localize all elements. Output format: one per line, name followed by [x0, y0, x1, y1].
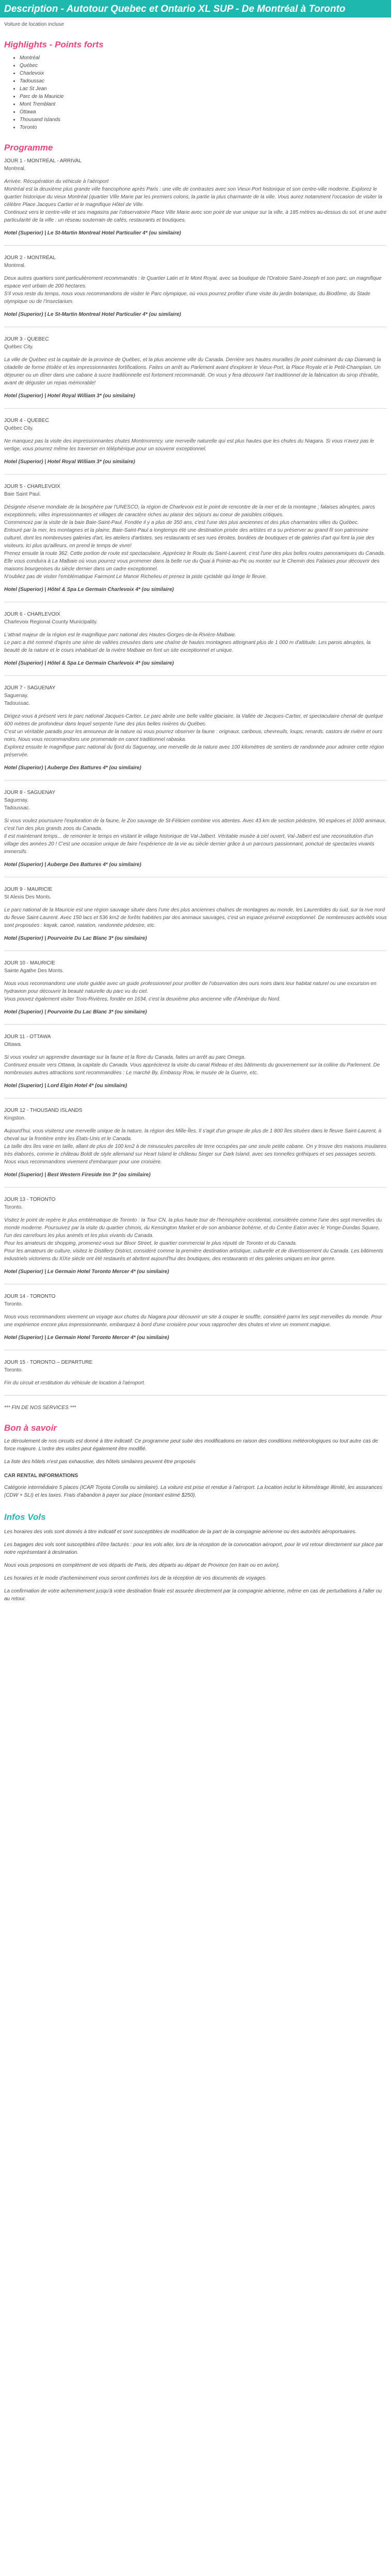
- day-paragraph: Le parc a été nommé d'après une série de vallées creusées dans une chaîne de hautes montagnes atteignant plus de 1 000 m d'altitude. Les parois abruptes, la beauté de la nature et le cours inhabituel de la rivière Malbaie en font un site exceptionnel et unique.: [4, 640, 371, 653]
- day-paragraph: Nous vous recommandons vivement un voyage aux chutes du Niagara pour découvrir un site à couper le souffle, considéré parmi les sept merveilles du monde. Pour une expérience encore plus impressionnante, embarquez à bord d'une croisière pour vous rapprocher des chutes et vivre un moment magique.: [4, 1314, 382, 1328]
- day-section: [4, 1107, 387, 1179]
- day-title: JOUR 3 - QUEBEC: [4, 336, 49, 342]
- day-paragraph: Commencez par la visite de la baie Baie-Saint-Paul. Fondée il y a plus de 350 ans, c'est l'une des plus anciennes et des plus charmantes villes du Québec.: [4, 520, 359, 526]
- car-rental-text: Catégorie intermédiaire 5 places (ICAR Toyota Corolla ou similaire). La voiture est prise et rendue à l'aéroport. La location inclut le kilométrage illimité, les assurances (CDW + SLI) et les taxes. Frais d'abandon à payer sur place (montant estimé $250).: [4, 1485, 382, 1498]
- day-hotel: Hotel (Superior) | Le Germain Hotel Toronto Mercer 4* (ou similaire): [4, 1335, 169, 1341]
- divider: [4, 408, 387, 409]
- day-paragraph: Nous vous recommandons vivement d'embarquer pour une croisière.: [4, 1159, 162, 1165]
- divider: [4, 780, 387, 781]
- day-place: Saguenay. Tadoussac.: [4, 798, 30, 811]
- day-paragraph: N'oubliez pas de visiter l'emblématique Fairmont Le Manoir Richelieu et prenez la piste cyclable qui longe le fleuve.: [4, 574, 267, 580]
- day-section: [4, 611, 387, 667]
- day-paragraph: Le parc national de la Mauricie est une région sauvage située dans l'une des plus anciennes chaînes de montagnes au monde, les Laurentides du sud, sur la rive nord du fleuve Saint-Laurent. Avec 150 lacs et 536 km2 de forêts habitées par des animaux sauvages, c'est un espace préservé exceptionnel. De nombreuses activités vous sont proposées : kayak, canoë, natation, randonnée pédestre, etc.: [4, 907, 387, 928]
- day-description: [4, 1379, 387, 1387]
- day-title: JOUR 10 - MAURICIE: [4, 960, 55, 966]
- day-paragraph: Si vous voulez un apprendre davantage sur la faune et la flore du Canada, faites un arrêt au parc Omega.: [4, 1055, 246, 1060]
- highlights-list: [4, 54, 387, 131]
- day-section: [4, 1196, 387, 1276]
- highlight-item: • Toronto: [20, 124, 387, 131]
- day-section: [4, 1293, 387, 1342]
- day-paragraph: Explorez ensuite le magnifique parc national du fjord du Saguenay, une merveille de la nature avec 100 kilomètres de sentiers de randonnée pour admirer cette région préservée.: [4, 744, 384, 758]
- day-place: Kingston.: [4, 1115, 26, 1121]
- car-rental-heading: CAR RENTAL INFORMATIONS: [4, 1473, 78, 1479]
- day-hotel: Hotel (Superior) | Pourvoirie Du Lac Blanc 3* (ou similaire): [4, 1009, 147, 1015]
- day-section: [4, 417, 387, 466]
- day-paragraph: Fin du circuit et restitution du véhicule de location à l'aéroport.: [4, 1380, 145, 1386]
- day-section: [4, 684, 387, 772]
- divider: [4, 245, 387, 246]
- day-title: JOUR 2 - MONTRÉAL: [4, 255, 56, 261]
- day-hotel: Hotel (Superior) | Best Western Fireside Inn 3* (ou similaire): [4, 1172, 151, 1178]
- day-title: JOUR 14 - TORONTO: [4, 1294, 56, 1299]
- day-paragraph: Pour les amateurs de shopping, promenez-vous sur Bloor Street, le quartier commercial le plus réputé de Toronto et du Canada.: [4, 1241, 297, 1246]
- day-paragraph: Elle vous conduira à La Malbaie où vous pourrez vous promener dans la belle rue du Quai à Pointe-au-Pic ou monter sur le Chemin des Falaises pour découvrir des maisons bourgeoises du siècle dernier dans un cadre exceptionnel.: [4, 558, 380, 572]
- infos-vols-paragraph: Les horaires et le mode d'acheminement vous seront confirmés lors de la réception de vos documents de voyages.: [4, 1575, 267, 1581]
- day-place: Ottawa.: [4, 1042, 22, 1047]
- day-description: [4, 178, 387, 224]
- day-title: JOUR 8 - SAGUENAY: [4, 790, 56, 795]
- day-paragraph: C'est un véritable paradis pour les amoureux de la nature où vous pourrez observer la faune : orignaux, caribous, chevreuils, loups, renards, castors de rivière et ours noirs. Nous vous recommandons une promenade en canot traditionnel rabaska.: [4, 729, 382, 742]
- day-hotel: Hotel (Superior) | Hôtel & Spa Le Germain Charlevoix 4* (ou similaire): [4, 587, 174, 592]
- day-place: Charlevoix Regional County Municipality.: [4, 619, 98, 625]
- day-section: [4, 886, 387, 942]
- highlight-item: • Thousand Islands: [20, 116, 387, 124]
- day-description: [4, 817, 387, 856]
- infos-vols-heading: Infos Vols: [4, 1512, 46, 1522]
- day-description: [4, 275, 387, 306]
- day-description: [4, 437, 387, 453]
- day-section: [4, 1359, 387, 1387]
- highlight-item: • Lac St Jean: [20, 85, 387, 93]
- highlight-item: • Québec: [20, 62, 387, 70]
- day-place: Montreal.: [4, 263, 26, 268]
- highlight-item: • Tadoussac: [20, 77, 387, 85]
- day-section: [4, 157, 387, 237]
- day-paragraph: La ville de Québec est la capitale de la province de Québec, et la plus ancienne ville du Canada. Derrière ses hautes murailles (le point culminant du cap Diamant) la citadelle de forme étoilée et les impressionnantes fortifications. Faites un arrêt au Parlement avant d'explorer le Vieux-Port, la Place Royale et le Petit-Champlain. Un déjeuner ou un dîner dans une cabane à sucre traditionnelle est fortement recommandé. On vous y fera découvrir l'art traditionnel de la fabrication du sirop d'érable, avant de déguster un repas mémorable!: [4, 357, 381, 386]
- infos-vols-paragraph: Les horaires des vols sont donnés à titre indicatif et sont susceptibles de modification de la part de la compagnie aérienne ou des autorités aéroportuaires.: [4, 1529, 357, 1535]
- bon-savoir-paragraph: Le déroulement de nos circuits est donné à titre indicatif. Ce programme peut subir des modifications en raison des conditions météorologiques ou tout autre cas de force majeure. L'ordre des visites peut également être modifié.: [4, 1438, 378, 1452]
- content: [0, 40, 391, 1603]
- day-section: [4, 254, 387, 318]
- day-place: Québec City.: [4, 426, 34, 431]
- programme-days: [4, 157, 387, 1396]
- day-section: [4, 483, 387, 594]
- day-description: [4, 503, 387, 581]
- day-paragraph: Nous vous recommandons une visite guidée avec un guide professionnel pour profiter de l'observation des ours noirs dans leur habitat naturel ou une excursion en hydravion pour découvrir la beauté naturelle du parc vu du ciel.: [4, 981, 377, 994]
- day-paragraph: Aujourd'hui, vous visiterez une merveille unique de la nature, la région des Mille-Îles. Il s'agit d'un groupe de plus de 1 800 îles situées dans le fleuve Saint-Laurent, à cheval sur la frontière entre les États-Unis et le Canada.: [4, 1128, 382, 1142]
- day-description: [4, 980, 387, 1003]
- day-hotel: Hotel (Superior) | Auberge Des Battures 4* (ou similaire): [4, 765, 141, 771]
- day-title: JOUR 11 - OTTAWA: [4, 1034, 51, 1040]
- bon-savoir-heading: Bon à savoir: [4, 1423, 57, 1433]
- bon-savoir-paragraph: La liste des hôtels n'est pas exhaustive, des hôtels similaires peuvent être proposés: [4, 1459, 196, 1465]
- highlight-item: • Parc de la Mauricie: [20, 93, 387, 100]
- day-place: Saguenay. Tadoussac.: [4, 693, 30, 706]
- day-title: JOUR 12 - THOUSAND ISLANDS: [4, 1108, 83, 1113]
- day-paragraph: Deux autres quartiers sont particulièrement recommandés : le Quartier Latin et le Mont Royal, avec sa boutique de l'Oratoire Saint-Joseph et son parc, un magnifique espace vert urbain de 200 hectares.: [4, 276, 382, 289]
- day-paragraph: Visitez le point de repère le plus emblématique de Toronto : la Tour CN, la plus haute tour de l'hémisphère occidental, considérée comme l'une des sept merveilles du monde moderne. Poursuivez par la visite du quartier chinois, du Kensington Market et de son ambiance bohème, et du Centre Eaton avec le Yonge-Dundas Square, l'un des carrefours les plus animés et les plus vivants du Canada.: [4, 1217, 382, 1239]
- infos-vols-paragraph: La confirmation de votre acheminement jusqu'à votre destination finale est assurée directement par la compagnie aérienne, même en cas de perturbations à l'aller ou au retour.: [4, 1588, 382, 1602]
- day-place: Toronto.: [4, 1301, 23, 1307]
- day-description: [4, 356, 387, 387]
- page-subtitle: Voiture de location incluse: [4, 22, 64, 27]
- day-hotel: Hotel (Superior) | Hotel Royal William 3* (ou similaire): [4, 393, 135, 399]
- day-paragraph: Entouré par la mer, les montagnes et la plaine, Baie-Saint-Paul a longtemps été une destination prisée des artistes et a su préserver au grand fil son patrimoine culturel, dont les nombreuses galeries d'art, les ateliers d'artistes, ses restaurants et ses rues étroites, bordées de boutiques et de galeries d'art qui font la joie des visiteurs. Ici plus qu'ailleurs, on prend le temps de vivre!: [4, 528, 374, 549]
- day-place: Sainte Agathe Des Monts.: [4, 968, 64, 974]
- day-description: [4, 1054, 387, 1077]
- day-description: [4, 713, 387, 759]
- infos-vols-list: [4, 1528, 387, 1603]
- day-title: JOUR 6 - CHARLEVOIX: [4, 612, 60, 617]
- day-place: Toronto.: [4, 1367, 23, 1373]
- divider: [4, 1024, 387, 1025]
- day-place: Baie Saint Paul.: [4, 492, 41, 497]
- highlight-item: • Ottawa: [20, 108, 387, 116]
- day-hotel: Hotel (Superior) | Le Germain Hotel Toronto Mercer 4* (ou similaire): [4, 1269, 169, 1275]
- day-paragraph: Pour les amateurs de culture, visitez le Distillery District, considéré comme la première destination artistique, culturelle et de divertissement du Canada. Les bâtiments industriels victoriens du XIXe siècle ont été restaurés et abritent aujourd'hui des boutiques, des restaurants et des galeries uniques en leur genre.: [4, 1248, 383, 1262]
- day-section: [4, 789, 387, 869]
- day-paragraph: Dirigez-vous à présent vers le parc national Jacques-Cartier. Le parc abrite une belle vallée glaciaire, la Vallée de Jacques-Cartier, et spectaculaire chenal de quelque 600 mètres de profondeur dans lequel serpente l'une des plus belles rivières du Québec.: [4, 714, 383, 727]
- day-title: JOUR 15 - TORONTO – DEPARTURE: [4, 1360, 93, 1365]
- day-title: JOUR 13 - TORONTO: [4, 1197, 56, 1202]
- infos-vols-paragraph: Nous vous proposons en complément de vos départs de Paris, des départs au départ de Province (en train ou en avion).: [4, 1562, 280, 1568]
- highlights-heading: Highlights - Points forts: [4, 40, 104, 49]
- programme-heading: Programme: [4, 143, 53, 152]
- day-paragraph: Désignée réserve mondiale de la biosphère par l'UNESCO, la région de Charlevoix est le point de rencontre de la mer et de la montagne ; falaises abruptes, parcs exceptionnels, villes impressionnantes et villages de caractère riches au plaisir des séjours au coeur de paisibles critiques.: [4, 504, 375, 518]
- day-description: [4, 906, 387, 929]
- day-paragraph: L'attrait majeur de la région est le magnifique parc national des Hautes-Gorges-de-la-Rivière-Malbaie.: [4, 632, 236, 638]
- day-hotel: Hotel (Superior) | Le St-Martin Montreal Hotel Particulier 4* (ou similaire): [4, 230, 181, 236]
- end-of-services: *** FIN DE NOS SERVICES ***: [4, 1405, 76, 1411]
- divider: [4, 1395, 387, 1396]
- day-paragraph: La taille des îles varie en taille, allant de plus de 100 km2 à de minuscules parcelles de terre occupées par une seule petite cabane. On y trouve des maisons insulaires très élaborés, comme le château Boldt de style allemand sur Heart Island le château Singer sur Dark Island, avec ses tonnelles gothiques et ses passages secrets.: [4, 1144, 386, 1157]
- day-description: [4, 1127, 387, 1166]
- infos-vols-paragraph: Les bagages des vols sont susceptibles d'être facturés : pour les vols aller, lors de la réception de la convocation aéroport, pour le vol retour directement sur place par notre représentant à destination.: [4, 1541, 383, 1555]
- day-paragraph: Continuez ensuite vers Ottawa, la capitale du Canada. Vous apprécierez la visite du canal Rideau et des bâtiments du gouvernement sur la colline du Parlement. De nombreuses autres attractions sont recommandées : Le marché By, Embassy Row, le musée de la Guerre, etc.: [4, 1062, 380, 1076]
- divider: [4, 675, 387, 676]
- day-paragraph: Continuez vers le centre-ville et ses magasins par l'observatoire Place Ville Marie avec son point de vue unique sur la ville, à 185 mètres au-dessus du sol, et une autre particularité de la ville : un réseau souterrain de cafés, restaurants et boutiques.: [4, 210, 387, 223]
- day-paragraph: Arrivée. Récupération du véhicule à l'aéroport: [4, 179, 109, 184]
- day-title: JOUR 4 - QUEBEC: [4, 418, 49, 423]
- day-hotel: Hotel (Superior) | Hôtel & Spa Le Germain Charlevoix 4* (ou similaire): [4, 660, 174, 666]
- day-paragraph: Ne manquez pas la visite des impressionnantes chutes Montmorency, une merveille naturelle qui est plus hautes que les chutes du Niagara. Si vous n'avez pas le vertige, vous pourrez même les traverser en téléphérique pour un souvenir exceptionnel.: [4, 438, 374, 452]
- day-description: [4, 631, 387, 654]
- day-paragraph: Montréal est la deuxième plus grande ville francophone après Paris : une ville de contrastes avec son Vieux-Port historique et son centre-ville moderne. Explorez le quartier historique du vieux Montréal (quartier Ville Marie par les premiers colons, la partie la plus charmante de la ville. Vous aurez notamment l'occasion de visiter la célèbre Place Jacques Cartier et le magnifique Hôtel de Ville.: [4, 187, 382, 208]
- page-title: Description - Autotour Quebec et Ontario XL SUP - De Montréal à Toronto: [0, 0, 391, 18]
- day-description: [4, 1216, 387, 1263]
- day-title: JOUR 9 - MAURICIE: [4, 887, 53, 892]
- day-section: [4, 335, 387, 400]
- day-hotel: Hotel (Superior) | Le St-Martin Montreal Hotel Particulier 4* (ou similaire): [4, 312, 181, 317]
- divider: [4, 1187, 387, 1188]
- day-paragraph: Si vous voulez poursuivre l'exploration de la faune, le Zoo sauvage de St-Félicien combine vos attentes. Avec 43 km de section pédestre, 90 espèces et 1000 animaux, c'est l'un des plus grands zoos du Canada.: [4, 818, 386, 832]
- day-title: JOUR 5 - CHARLEVOIX: [4, 484, 60, 489]
- day-place: Montreal.: [4, 166, 26, 172]
- day-hotel: Hotel (Superior) | Pourvoirie Du Lac Blanc 3* (ou similaire): [4, 936, 147, 941]
- day-description: [4, 1313, 387, 1329]
- day-paragraph: Prenez ensuite la route 362. Cette portion de route est spectaculaire. Appréciez le Route du Saint-Laurent, c'est l'une des plus belles routes panoramiques du Canada.: [4, 551, 385, 556]
- day-title: JOUR 7 - SAGUENAY: [4, 685, 56, 691]
- day-hotel: Hotel (Superior) | Auberge Des Battures 4* (ou similaire): [4, 862, 141, 868]
- highlight-item: • Charlevoix: [20, 70, 387, 77]
- day-place: St Alexis Des Monts.: [4, 894, 52, 900]
- day-place: Toronto.: [4, 1205, 23, 1210]
- day-hotel: Hotel (Superior) | Lord Elgin Hotel 4* (ou similaire): [4, 1083, 127, 1089]
- day-place: Québec City.: [4, 344, 34, 350]
- day-title: JOUR 1 - MONTRÉAL - ARRIVAL: [4, 158, 82, 164]
- day-section: [4, 959, 387, 1016]
- day-paragraph: Vous pouvez également visiter Trois-Rivières, fondée en 1634, c'est la deuxième plus ancienne ville d'Amérique du Nord.: [4, 996, 281, 1002]
- day-paragraph: Il est maintenant temps... de remonter le temps en visitant le village historique de Val-Jalbert. Véritable musée à ciel ouvert, Val-Jalbert est une reconstitution d'un village des années 20 ! C'est une occasion unique de faire l'expérience de la vie au siècle dernier grâce à un parcours passionnant, ponctué de spectacles vivants immersifs.: [4, 834, 374, 855]
- highlight-item: • Mont Tremblant: [20, 100, 387, 108]
- day-section: [4, 1033, 387, 1090]
- day-paragraph: S'il vous reste du temps, nous vous recommandons de visiter le Parc olympique, où vous pourrez profiter d'une visite du jardin botanique, du Biodôme, du Stade olympique ou de l'Insectarium.: [4, 291, 370, 304]
- day-hotel: Hotel (Superior) | Hotel Royal William 3* (ou similaire): [4, 459, 135, 465]
- highlight-item: • Montréal: [20, 54, 387, 62]
